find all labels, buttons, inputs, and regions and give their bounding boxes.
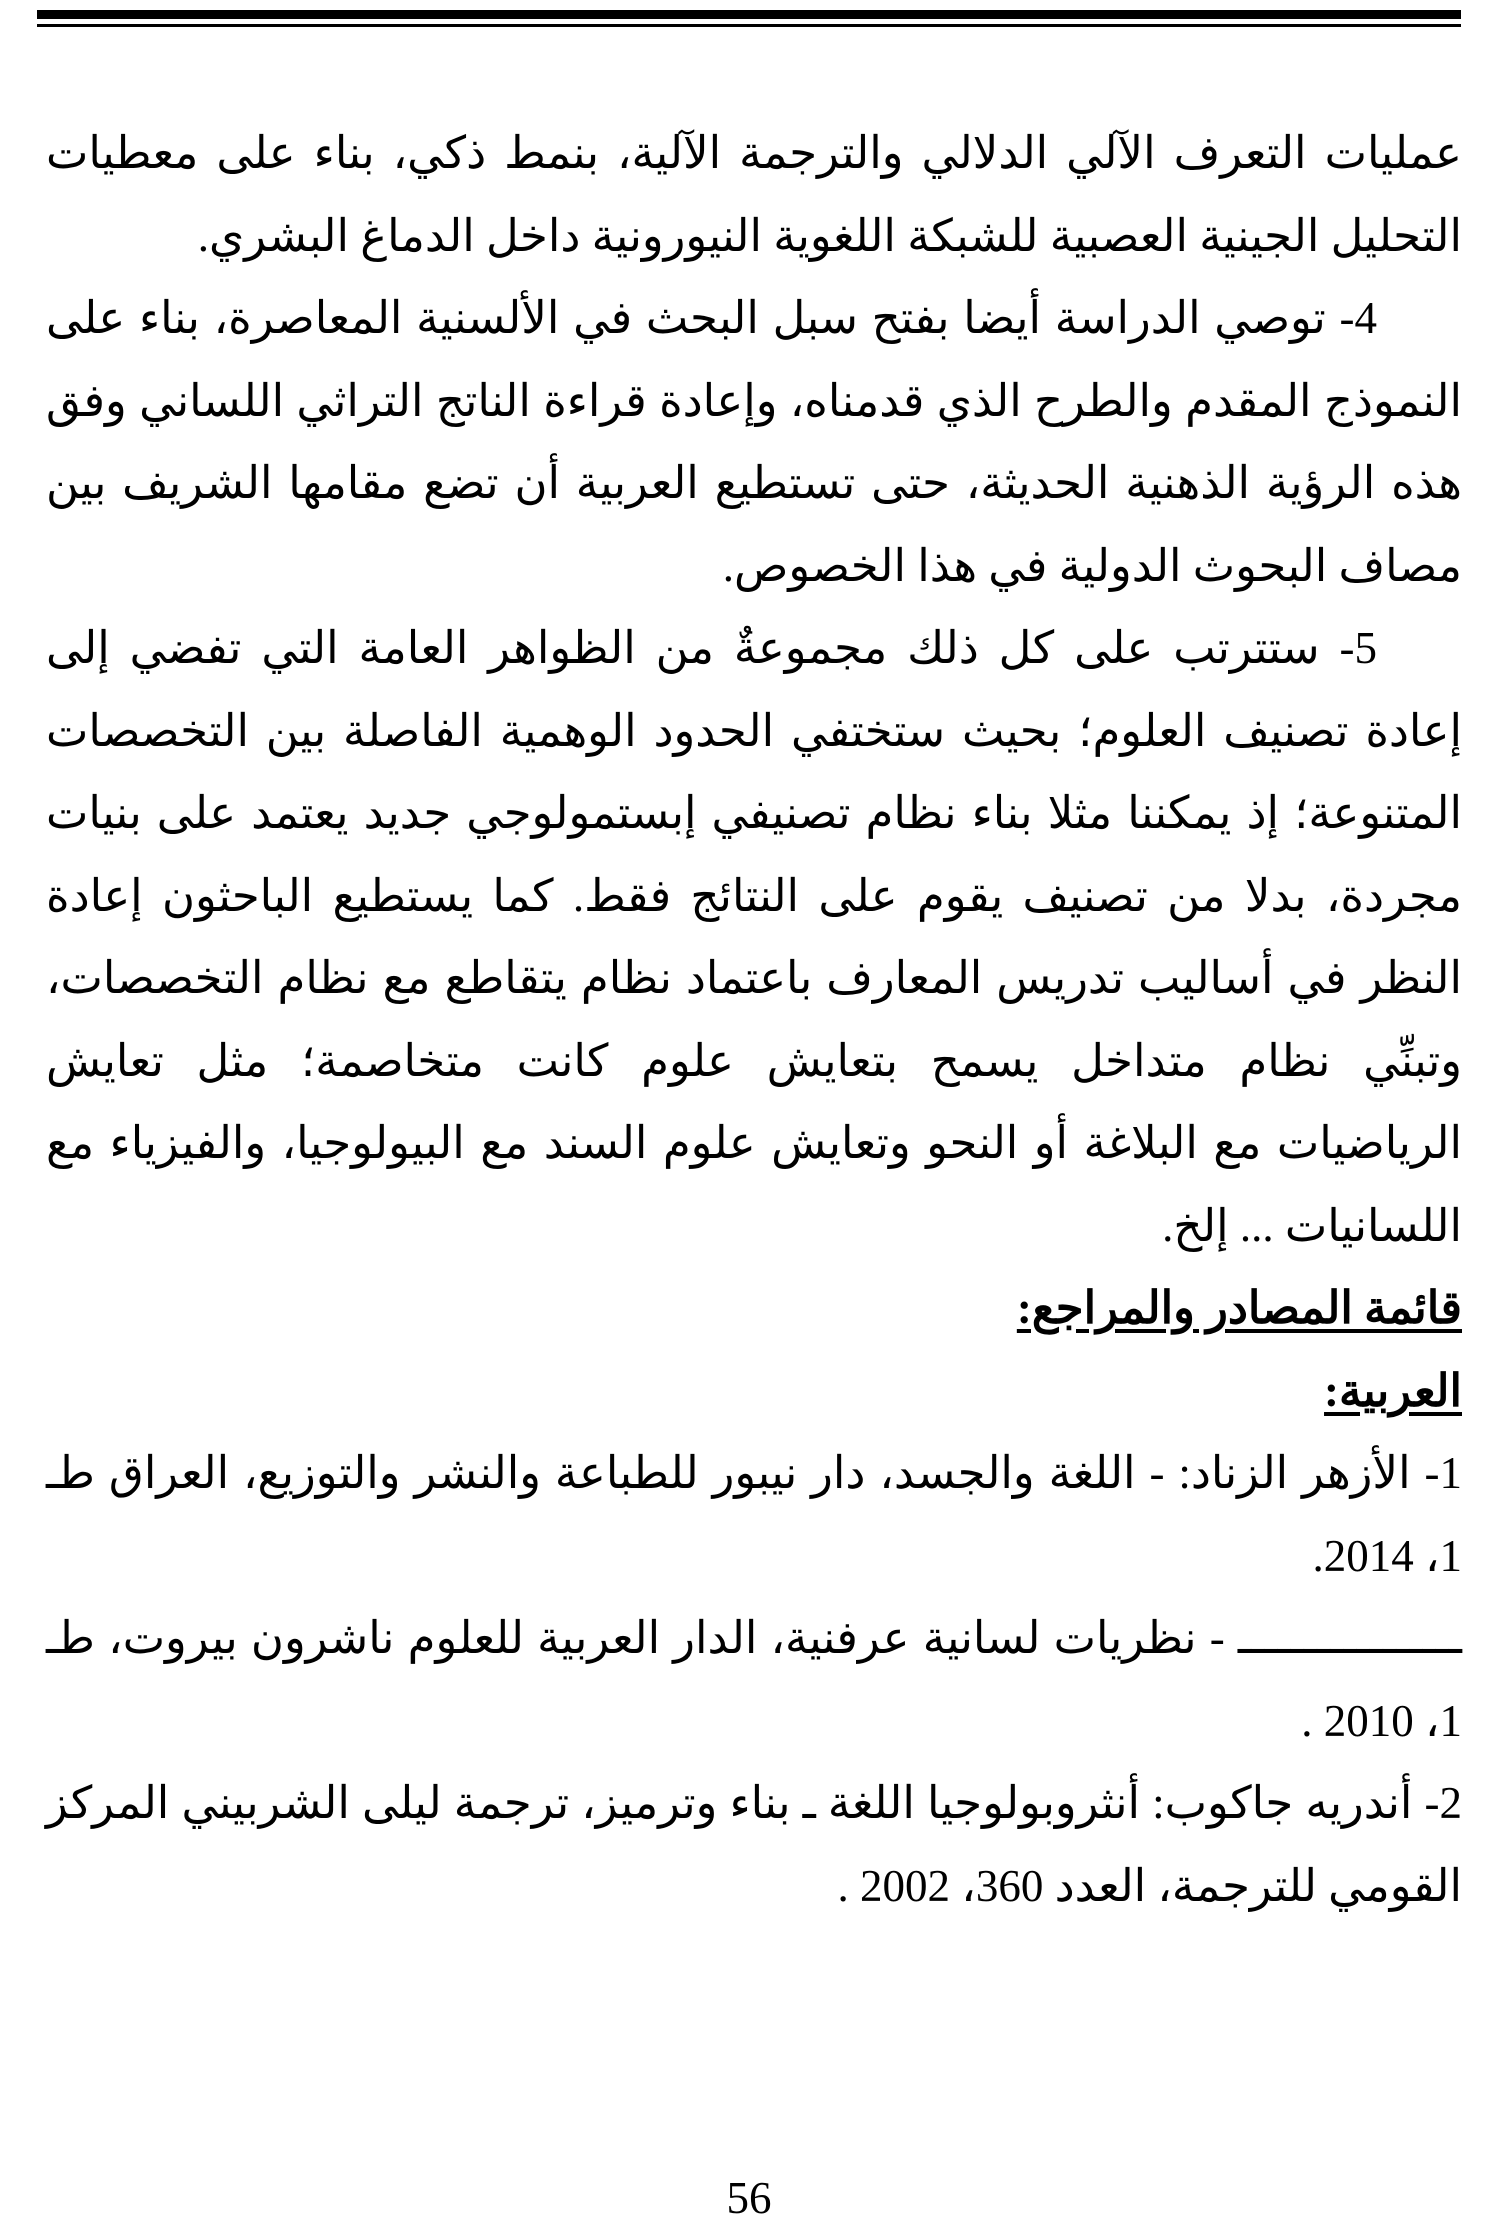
header-rule-thick [37, 10, 1461, 19]
reference-item-2: 2- أندريه جاكوب: أنثروبولوجيا اللغة ـ بناء وترميز، ترجمة ليلى الشربيني المركز القومي للترجمة، العدد 360، 2002 . [46, 1778, 1462, 1911]
reference-item-1: 1- الأزهر الزناد: - اللغة والجسد، دار نيبور للطباعة والنشر والتوزيع، العراق طـ 1، 2014. [46, 1448, 1462, 1581]
paragraph-1: عمليات التعرف الآلي الدلالي والترجمة الآلية، بنمط ذكي، بناء على معطيات التحليل الجينية العصبية للشبكة اللغوية النيورونية داخل الدماغ البشري. [46, 128, 1462, 261]
paragraph-recommendation-5: 5- ستترتب على كل ذلك مجموعةٌ من الظواهر العامة التي تفضي إلى إعادة تصنيف العلوم؛ بحيث ستختفي الحدود الوهمية الفاصلة بين التخصصات المتنوعة؛ إذ يمكننا مثلا بناء نظام تصنيفي إبستمولوجي جديد يعتمد على بنيات مجردة، بدلا من تصنيف يقوم على النتائج فقط. كما يستطيع الباحثون إعادة النظر في أساليب تدريس المعارف باعتماد نظام يتقاطع مع نظام التخصصات، وتبنِّي نظام متداخل يسمح بتعايش علوم كانت متخاصمة؛ مثل تعايش الرياضيات مع البلاغة أو النحو وتعايش علوم السند مع البيولوجيا، والفيزياء مع اللسانيات ... إلخ. [46, 623, 1462, 1251]
page-body [46, 112, 1462, 1927]
header-rule-thin [37, 24, 1461, 27]
reference-item-1b: ـــــــــــــــــ - نظريات لسانية عرفنية، الدار العربية للعلوم ناشرون بيروت، طـ 1، 2010 . [46, 1613, 1462, 1746]
page-number: 56 [726, 2173, 772, 2223]
references-subheading-arabic: العربية: [1324, 1365, 1462, 1416]
references-heading: قائمة المصادر والمراجع: [1016, 1283, 1462, 1333]
paragraph-recommendation-4: 4- توصي الدراسة أيضا بفتح سبل البحث في الألسنية المعاصرة، بناء على النموذج المقدم والطرح الذي قدمناه، وإعادة قراءة الناتج التراثي اللساني وفق هذه الرؤية الذهنية الحديثة، حتى تستطيع العربية أن تضع مقامها الشريف بين مصاف البحوث الدولية في هذا الخصوص. [46, 293, 1462, 591]
